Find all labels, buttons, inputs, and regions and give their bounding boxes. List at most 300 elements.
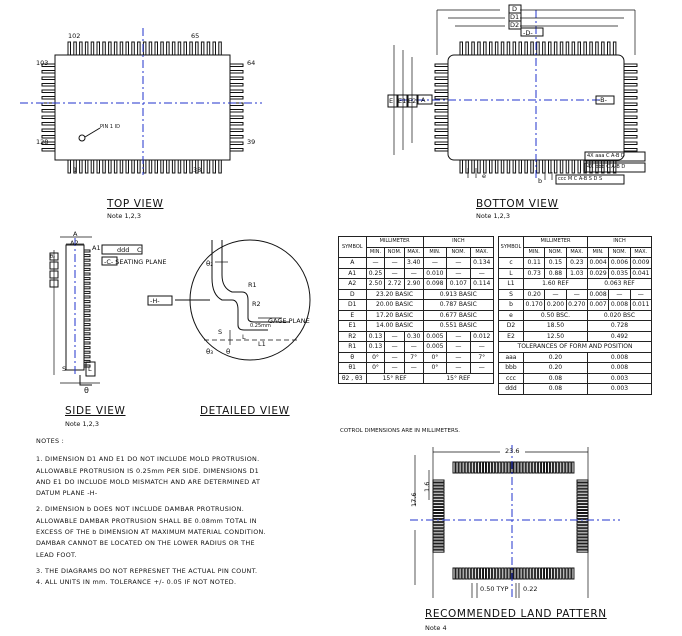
lead xyxy=(84,310,90,312)
pin1-mark xyxy=(79,135,85,141)
table-cell: — xyxy=(404,268,423,279)
table-cell: — xyxy=(566,289,587,300)
table-cell: 0.787 BASIC xyxy=(423,300,493,311)
lead xyxy=(435,84,448,87)
lead xyxy=(84,351,90,353)
table-cell: — xyxy=(447,352,470,363)
lead xyxy=(213,42,216,55)
note-line: LEAD FOOT. xyxy=(36,550,77,559)
pin1-id-label: PIN 1 ID xyxy=(100,124,120,130)
lead xyxy=(42,77,55,80)
table-cell: 0.08 xyxy=(523,373,587,384)
land-pad xyxy=(433,532,444,534)
sv-label-c: C xyxy=(137,246,142,254)
lead xyxy=(435,103,448,106)
lead xyxy=(531,160,534,173)
land-pad xyxy=(433,535,444,537)
lead xyxy=(501,160,504,173)
fcf-ccc: ccc M C A-B S D S xyxy=(558,176,603,182)
land-pad xyxy=(572,462,574,473)
land-pad xyxy=(499,568,501,579)
table-cell: — xyxy=(385,352,404,363)
land-pad xyxy=(433,495,444,497)
dv-label-theta: θ xyxy=(226,348,231,356)
bv-label-b: b xyxy=(538,177,543,185)
lead xyxy=(84,324,90,326)
table-row xyxy=(339,331,494,342)
tolerance-header: TOLERANCES OF FORM AND POSITION xyxy=(499,342,652,353)
table-cell: 0.88 xyxy=(545,268,566,279)
land-pattern xyxy=(410,445,620,598)
lead xyxy=(435,71,448,74)
lead xyxy=(42,97,55,100)
land-pad xyxy=(433,514,444,516)
dv-label-theta2: θ₂ xyxy=(206,260,214,268)
lp-pitch-dim: 0.50 TYP xyxy=(480,585,509,593)
table-header-cell: NOM. xyxy=(609,247,630,258)
table-header-cell: INCH xyxy=(423,237,493,248)
table-cell: 0.029 xyxy=(587,268,608,279)
lead xyxy=(472,160,475,173)
land-pad xyxy=(433,517,444,519)
lead xyxy=(42,123,55,126)
table-cell: — xyxy=(630,289,651,300)
lead xyxy=(525,160,528,173)
land-pad xyxy=(433,538,444,540)
lead xyxy=(84,328,90,330)
lead xyxy=(624,84,637,87)
lead xyxy=(537,160,540,173)
lead xyxy=(138,160,141,173)
table-cell: c xyxy=(499,258,524,269)
land-pad xyxy=(569,568,571,579)
table-cell: aaa xyxy=(499,352,524,363)
table-cell: — xyxy=(447,331,470,342)
table-row xyxy=(339,352,494,363)
lead xyxy=(68,42,71,55)
lead xyxy=(74,42,77,55)
lead xyxy=(435,90,448,93)
table-cell: — xyxy=(609,289,630,300)
land-pad xyxy=(490,568,492,579)
lead xyxy=(624,142,637,145)
land-pad xyxy=(502,462,504,473)
land-pad xyxy=(577,550,588,552)
lead xyxy=(513,160,516,173)
sv-label-seating: -C- SEATING PLANE xyxy=(104,258,167,266)
lead xyxy=(495,42,498,55)
lp-width-dim: 23.6 xyxy=(505,447,520,455)
note-line: ALLOWABLE PROTRUSION IS 0.25mm PER SIDE. DIMENSIONS D1 xyxy=(36,466,259,475)
lead xyxy=(97,160,100,173)
lead xyxy=(42,90,55,93)
lead xyxy=(435,110,448,113)
lead xyxy=(84,273,90,275)
lead xyxy=(560,42,563,55)
land-pad xyxy=(577,507,588,509)
bv-label-pitch: e xyxy=(482,172,486,180)
table-cell: D1 xyxy=(339,300,367,311)
lead xyxy=(190,160,193,173)
table-row xyxy=(339,300,494,311)
table-cell: 0.13 xyxy=(366,331,385,342)
lead xyxy=(184,42,187,55)
land-pad xyxy=(566,568,568,579)
land-pad xyxy=(577,501,588,503)
lead xyxy=(178,160,181,173)
table-cell: — xyxy=(447,258,470,269)
table-cell: — xyxy=(447,268,470,279)
land-pad xyxy=(456,462,458,473)
fcf-bbb: 4X bbb C A-B D xyxy=(587,164,626,170)
dv-label-r1: R1 xyxy=(248,281,257,289)
lead xyxy=(478,160,481,173)
dv-label-gage-dim: 0.25mm xyxy=(250,323,271,329)
lead xyxy=(596,42,599,55)
table-header-cell: MIN. xyxy=(366,247,385,258)
land-pad xyxy=(554,462,556,473)
lead xyxy=(543,42,546,55)
lead xyxy=(84,264,90,266)
table-row xyxy=(499,258,652,269)
table-cell: R1 xyxy=(339,342,367,353)
table-row xyxy=(339,342,494,353)
table-cell: A xyxy=(339,258,367,269)
land-pad xyxy=(577,547,588,549)
land-pad xyxy=(474,568,476,579)
table-header-cell: MILLIMETER xyxy=(523,237,587,248)
table-cell: — xyxy=(470,363,493,374)
lead xyxy=(155,160,158,173)
lead xyxy=(472,42,475,55)
land-pad xyxy=(545,568,547,579)
lead xyxy=(435,149,448,152)
land-pad xyxy=(577,495,588,497)
land-pad xyxy=(577,541,588,543)
lead xyxy=(513,42,516,55)
table-cell: — xyxy=(385,363,404,374)
table-cell: 0° xyxy=(423,352,446,363)
table-row xyxy=(499,342,652,353)
lead xyxy=(167,42,170,55)
lead xyxy=(230,116,243,119)
lead xyxy=(84,287,90,289)
dv-label-l1: L1 xyxy=(258,340,266,348)
lead xyxy=(207,42,210,55)
bv-datum-a: A xyxy=(421,96,426,104)
table-row xyxy=(499,373,652,384)
table-cell: θ xyxy=(339,352,367,363)
table-row xyxy=(499,331,652,342)
table-cell: 0.728 xyxy=(587,321,651,332)
lead xyxy=(84,314,90,316)
pin-label-39: 39 xyxy=(247,138,256,146)
lead xyxy=(149,42,152,55)
table-cell: 0.003 xyxy=(587,373,651,384)
lead xyxy=(85,42,88,55)
lead xyxy=(549,160,552,173)
table-cell: 0.008 xyxy=(609,300,630,311)
lead xyxy=(230,110,243,113)
detailed-view-caption: DETAILED VIEW xyxy=(200,405,290,417)
land-pad xyxy=(554,568,556,579)
lead xyxy=(42,149,55,152)
table-cell: — xyxy=(423,258,446,269)
table-header-row xyxy=(339,237,494,248)
lead xyxy=(230,129,243,132)
table-header-cell: SYMBOL xyxy=(339,237,367,258)
table-cell: 17.20 BASIC xyxy=(366,310,423,321)
table-row xyxy=(499,300,652,311)
sv-label-l: L xyxy=(88,365,92,373)
lead xyxy=(120,42,123,55)
land-pad xyxy=(468,568,470,579)
land-pad xyxy=(465,568,467,579)
land-pad xyxy=(433,544,444,546)
table-cell: 0° xyxy=(366,352,385,363)
table-header-cell: MILLIMETER xyxy=(366,237,423,248)
lead xyxy=(490,42,493,55)
table-cell: 0.30 xyxy=(404,331,423,342)
land-pad xyxy=(484,568,486,579)
table-row xyxy=(499,279,652,290)
table-header-cell: MAX. xyxy=(566,247,587,258)
lead xyxy=(84,255,90,257)
lead xyxy=(172,160,175,173)
land-pad xyxy=(577,492,588,494)
lead xyxy=(460,160,463,173)
lead xyxy=(624,103,637,106)
table-header-cell: MIN. xyxy=(423,247,446,258)
land-pad xyxy=(493,568,495,579)
land-pad xyxy=(508,568,510,579)
land-pad xyxy=(505,462,507,473)
land-pad xyxy=(577,511,588,513)
land-pad xyxy=(459,568,461,579)
table-cell: ccc xyxy=(499,373,524,384)
table-cell: 0° xyxy=(423,363,446,374)
lead xyxy=(109,160,112,173)
land-pad xyxy=(520,568,522,579)
land-pad xyxy=(505,568,507,579)
table-cell: b xyxy=(499,300,524,311)
land-pad xyxy=(433,550,444,552)
lead xyxy=(196,42,199,55)
table-cell: 0.23 xyxy=(566,258,587,269)
land-pad xyxy=(433,492,444,494)
land-pad xyxy=(577,538,588,540)
lead xyxy=(484,42,487,55)
lead xyxy=(184,160,187,173)
lead xyxy=(435,97,448,100)
lead xyxy=(84,268,90,270)
land-pad xyxy=(433,511,444,513)
lead xyxy=(624,123,637,126)
dv-datum-h: -H- xyxy=(150,297,160,305)
land-pad xyxy=(433,480,444,482)
sv-label-a: A xyxy=(73,230,78,238)
lead xyxy=(138,42,141,55)
table-row xyxy=(339,289,494,300)
table-cell: 0.008 xyxy=(587,363,651,374)
land-pad xyxy=(484,462,486,473)
land-pad xyxy=(477,568,479,579)
table-cell: ddd xyxy=(499,384,524,395)
lp-height-dim: 17.6 xyxy=(410,492,418,507)
land-pad xyxy=(577,526,588,528)
lead xyxy=(478,42,481,55)
table-cell: E1 xyxy=(339,321,367,332)
land-pad xyxy=(433,526,444,528)
land-pad xyxy=(433,504,444,506)
lead xyxy=(624,149,637,152)
table-cell: 14.00 BASIC xyxy=(366,321,423,332)
table-cell: 0.005 xyxy=(423,331,446,342)
note-line: DATUM PLANE -H- xyxy=(36,489,98,498)
lead xyxy=(109,42,112,55)
land-pad xyxy=(532,568,534,579)
land-pad xyxy=(577,523,588,525)
lead xyxy=(114,160,117,173)
land-pattern-note: Note 4 xyxy=(425,624,447,632)
side-view-note: Note 1,2,3 xyxy=(65,420,99,428)
land-pad xyxy=(577,532,588,534)
table-cell: 0.003 xyxy=(587,384,651,395)
land-pad xyxy=(577,544,588,546)
lead xyxy=(201,160,204,173)
table-header-cell: NOM. xyxy=(545,247,566,258)
dv-label-theta3: θ₃ xyxy=(206,348,214,356)
table-row xyxy=(339,310,494,321)
lead xyxy=(143,160,146,173)
lead xyxy=(42,129,55,132)
table-cell: 0.005 xyxy=(423,342,446,353)
lead xyxy=(507,42,510,55)
lead xyxy=(230,71,243,74)
land-pad xyxy=(577,529,588,531)
table-cell: 0.063 REF xyxy=(587,279,651,290)
table-row xyxy=(339,363,494,374)
note-line: AND E1 DO INCLUDE MOLD MISMATCH AND ARE DETERMINED AT xyxy=(36,477,261,486)
table-cell: D2 xyxy=(499,321,524,332)
lead xyxy=(466,42,469,55)
lead xyxy=(85,160,88,173)
table-cell: 0.551 BASIC xyxy=(423,321,493,332)
lead xyxy=(219,160,222,173)
table-cell: 0.007 xyxy=(587,300,608,311)
table-cell: 0.20 xyxy=(523,289,544,300)
land-pad xyxy=(563,462,565,473)
lead xyxy=(572,42,575,55)
lead xyxy=(178,42,181,55)
table-cell: 0.492 xyxy=(587,331,651,342)
fcf-aaa: 4X aaa C A-B D xyxy=(587,153,625,159)
table-cell: 0.035 xyxy=(609,268,630,279)
bv-label-e2: E2 xyxy=(408,97,417,105)
note-line: EXCESS OF THE b DIMENSION AT MAXIMUM MATERIAL CONDITION. xyxy=(36,528,266,537)
table-cell: A1 xyxy=(339,268,367,279)
bv-datum-d: -D- xyxy=(523,29,533,37)
table-cell: 0.170 xyxy=(523,300,544,311)
table-header-cell: MIN. xyxy=(523,247,544,258)
lead xyxy=(230,149,243,152)
lead xyxy=(435,142,448,145)
lead xyxy=(84,296,90,298)
sv-label-a1: A1 xyxy=(92,244,101,252)
bv-label-d2: D2 xyxy=(510,21,520,29)
lead xyxy=(84,291,90,293)
land-pad xyxy=(563,568,565,579)
land-pad xyxy=(523,462,525,473)
lead xyxy=(103,42,106,55)
land-pad xyxy=(433,547,444,549)
table-header-cell: NOM. xyxy=(447,247,470,258)
land-pad xyxy=(499,462,501,473)
table-cell: 1.03 xyxy=(566,268,587,279)
lead xyxy=(143,42,146,55)
table-cell: — xyxy=(385,342,404,353)
lead xyxy=(624,116,637,119)
table-row xyxy=(499,363,652,374)
table-row xyxy=(339,373,494,384)
lead xyxy=(103,160,106,173)
table-cell: L1 xyxy=(499,279,524,290)
lead xyxy=(554,160,557,173)
table-cell: 0.20 xyxy=(523,363,587,374)
sv-label-theta2: θ₂ xyxy=(50,254,56,260)
land-pad xyxy=(560,462,562,473)
land-pad xyxy=(517,462,519,473)
lead xyxy=(167,160,170,173)
land-pad xyxy=(496,462,498,473)
table-cell: 7° xyxy=(470,352,493,363)
land-pad xyxy=(551,568,553,579)
lead xyxy=(126,160,129,173)
table-row xyxy=(499,352,652,363)
lead xyxy=(97,42,100,55)
table-row xyxy=(499,310,652,321)
land-pad xyxy=(433,529,444,531)
table-cell: — xyxy=(366,258,385,269)
land-pad xyxy=(433,489,444,491)
lead xyxy=(132,42,135,55)
table-row xyxy=(339,268,494,279)
land-pad xyxy=(508,462,510,473)
land-pad xyxy=(459,462,461,473)
lead xyxy=(84,356,90,358)
table-cell: 0.677 BASIC xyxy=(423,310,493,321)
land-pad xyxy=(433,483,444,485)
table-cell: 23.20 BASIC xyxy=(366,289,423,300)
pin-label-102: 102 xyxy=(68,32,81,40)
table-cell: 0.004 xyxy=(587,258,608,269)
table-cell: 0.008 xyxy=(587,289,608,300)
lead xyxy=(172,42,175,55)
land-pad xyxy=(529,568,531,579)
bv-label-e1: E1 xyxy=(398,97,407,105)
lead xyxy=(624,77,637,80)
lead xyxy=(91,42,94,55)
table-row xyxy=(499,321,652,332)
land-pad xyxy=(487,568,489,579)
table-cell: 0.107 xyxy=(447,279,470,290)
land-pad xyxy=(526,462,528,473)
table-row xyxy=(499,268,652,279)
land-pad xyxy=(577,486,588,488)
table-row xyxy=(339,321,494,332)
table-cell: 0° xyxy=(366,363,385,374)
lead xyxy=(613,42,616,55)
